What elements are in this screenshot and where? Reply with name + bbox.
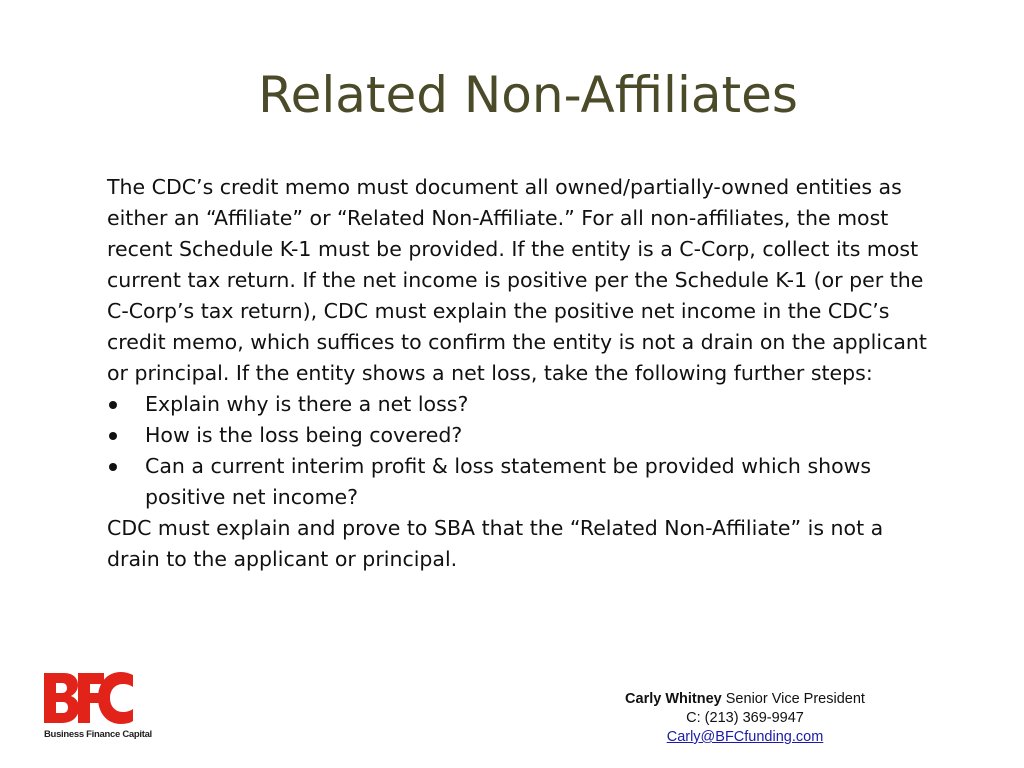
bullet-list bbox=[107, 389, 927, 513]
contact-block bbox=[600, 690, 890, 747]
contact-email-link[interactable]: Carly@BFCfunding.com bbox=[666, 729, 824, 745]
contact-line bbox=[600, 690, 890, 709]
bullet-text: Explain why is there a net loss? bbox=[145, 392, 469, 416]
slide-title: Related Non-Affiliates bbox=[258, 66, 798, 124]
contact-phone: C: (213) 369-9947 bbox=[686, 710, 804, 726]
contact-role: Senior Vice President bbox=[721, 691, 865, 707]
bullet-text: Can a current interim profit & loss statement be provided which shows positive net income? bbox=[145, 454, 872, 509]
intro-paragraph: The CDC’s credit memo must document all owned/partially-owned entities as either an “Affiliate” or “Related Non-Affiliate.” For all non-affiliates, the most recent Schedule K-1 must be provided. If the entity is a C-Corp, collect its most current tax return. If the net income is positive per the Schedule K-1 (or per the C-Corp’s tax return), CDC must explain the positive net income in the CDC’s credit memo, which suffices to confirm the entity is not a drain on the applicant or principal. If the entity shows a net loss, take the following further steps: bbox=[107, 175, 927, 385]
bullet-icon bbox=[109, 432, 117, 440]
logo-caption: Business Finance Capital bbox=[44, 729, 152, 740]
bfc-logo bbox=[42, 671, 152, 743]
bullet-item bbox=[107, 420, 927, 451]
closing-paragraph: CDC must explain and prove to SBA that the “Related Non-Affiliate” is not a drain to the applicant or principal. bbox=[107, 516, 884, 571]
bullet-item bbox=[107, 389, 927, 420]
bfc-logo-icon bbox=[42, 671, 134, 725]
contact-name: Carly Whitney bbox=[625, 691, 722, 707]
bullet-icon bbox=[109, 463, 117, 471]
slide-body bbox=[107, 172, 927, 575]
bullet-icon bbox=[109, 401, 117, 409]
bullet-item bbox=[107, 451, 927, 513]
bullet-text: How is the loss being covered? bbox=[145, 423, 463, 447]
